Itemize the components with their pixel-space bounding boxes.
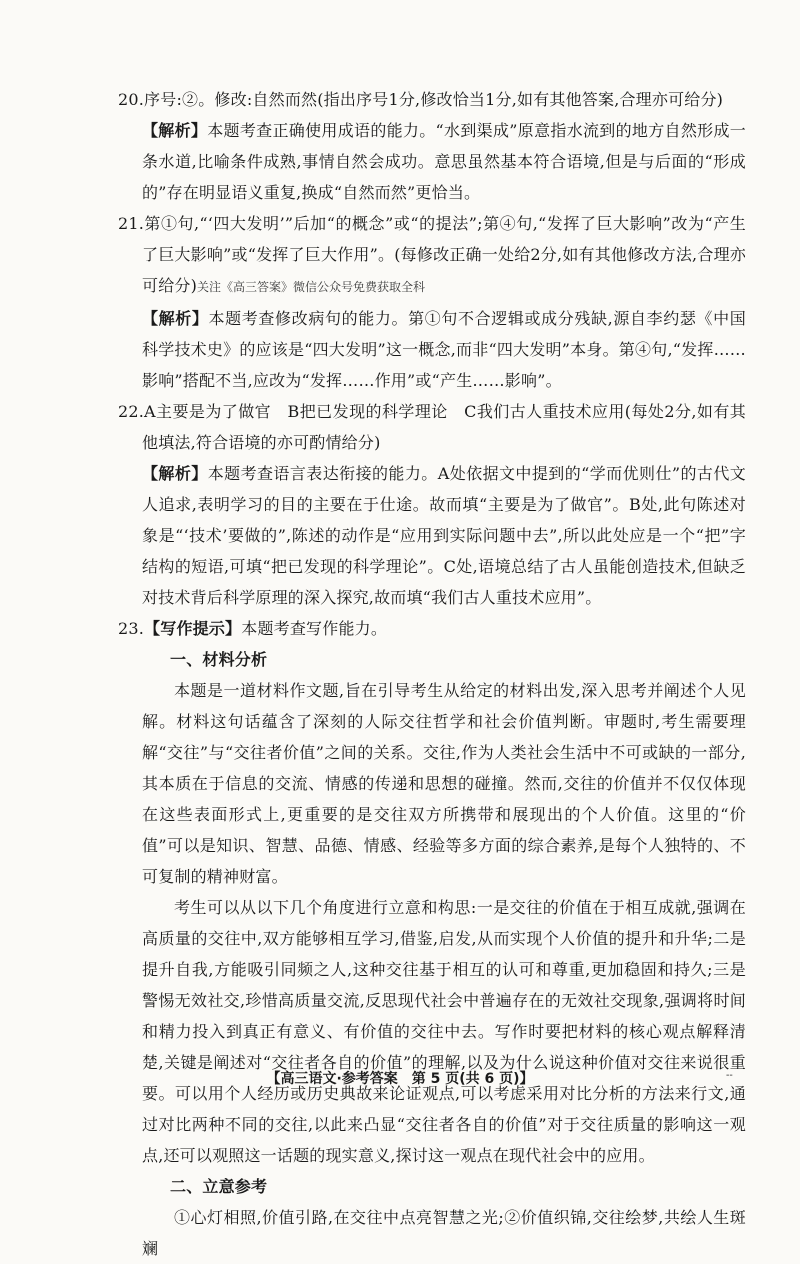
q23-heading-material-analysis: 一、材料分析 <box>170 650 268 669</box>
q21-answer-text: 21.第①句,“‘四大发明’”后加“的概念”或“的提法”;第④句,“发挥了巨大影响”改为“产生了巨大影响”或“发挥了巨大作用”。(每修改正确一处给2分,如有其他修改方法,合理亦可给分) <box>118 214 746 295</box>
q20-answer: 20.序号:②。修改:自然而然(指出序号1分,修改恰当1分,如有其他答案,合理亦可给分) <box>118 90 724 109</box>
q21-analysis-tag: 【解析】 <box>142 309 209 328</box>
q23-header <box>118 613 746 644</box>
q23-heading-theme-reference: 二、立意参考 <box>170 1177 268 1196</box>
q20-analysis-tag: 【解析】 <box>142 121 208 140</box>
q21-watermark-note: 关注《高三答案》微信公众号免费获取全科 <box>197 280 426 294</box>
page-footer: 【高三语文·参考答案 第 5 页(共 6 页)】 <box>266 1071 534 1087</box>
q23-tag: 【写作提示】 <box>144 619 242 638</box>
q23-number: 23. <box>118 619 145 638</box>
q21-analysis-text: 本题考查修改病句的能力。第①句不合逻辑或成分残缺,源自李约瑟《中国科学技术史》的应该是“四大发明”这一概念,而非“四大发明”本身。第④句,“发挥……影响”搭配不当,应改为“发挥……作用”或“产生……影响”。 <box>142 309 746 390</box>
q22-analysis <box>118 458 746 613</box>
q21-answer <box>118 208 746 303</box>
q23-intro: 本题考查写作能力。 <box>241 619 388 638</box>
q23-paragraph-1: 本题是一道材料作文题,旨在引导考生从给定的材料出发,深入思考并阐述个人见解。材料这句话蕴含了深刻的人际交往哲学和社会价值判断。审题时,考生需要理解“交往”与“交往者价值”之间的关系。交往,作为人类社会生活中不可或缺的一部分,其本质在于信息的交流、情感的传递和思想的碰撞。然而,交往的价值并不仅仅体现在这些表面形式上,更重要的是交往双方所携带和展现出的个人价值。这里的“价值”可以是知识、智慧、品德、情感、经验等多方面的综合素养,是每个人独特的、不可复制的精神财富。 <box>142 681 746 886</box>
q20-analysis-text: 本题考查正确使用成语的能力。“水到渠成”原意指水流到的地方自然形成一条水道,比喻条件成熟,事情自然会成功。意思虽然基本符合语境,但是与后面的“形成的”存在明显语义重复,换成“自然而然”更恰当。 <box>142 121 746 202</box>
q22-answer: 22.A主要是为了做官 B把已发现的科学理论 C我们古人重技术应用(每处2分,如有其他填法,符合语境的亦可酌情给分) <box>118 402 746 452</box>
q22-analysis-text: 本题考查语言表达衔接的能力。A处依据文中提到的“学而优则仕”的古代文人追求,表明学习的目的主要在于仕途。故而填“主要是为了做官”。B处,此句陈述对象是“‘技术’要做的”,陈述的动作是“应用到实际问题中去”,所以此处应是一个“把”字结构的短语,可填“把已发现的科学理论”。C处,语境总结了古人虽能创造技术,但缺乏对技术背后科学原理的深入探究,故而填“我们古人重技术应用”。 <box>142 464 746 607</box>
q23-paragraph-2: 考生可以从以下几个角度进行立意和构思:一是交往的价值在于相互成就,强调在高质量的交往中,双方能够相互学习,借鉴,启发,从而实现个人价值的提升和升华;二是提升自我,方能吸引同频之人,这种交往基于相互的认可和尊重,更加稳固和持久;三是警惕无效社交,珍惜高质量交流,反思现代社会中普遍存在的无效社交现象,强调将时间和精力投入到真正有意义、有价值的交往中去。写作时要把材料的核心观点解释清楚,关键是阐述对“交往者各自的价值”的理解,以及为什么说这种价值对交往来说很重要。可以用个人经历或历史典故来论证观点,可以考虑采用对比分析的方法来行文,通过对比两种不同的交往,以此来凸显“交往者各自的价值”对于交往质量的影响这一观点,还可以观照这一话题的现实意义,探讨这一观点在现代社会中的应用。 <box>142 898 746 1165</box>
q21-analysis <box>118 303 746 396</box>
corner-mark: -- <box>726 1070 733 1081</box>
q22-analysis-tag: 【解析】 <box>142 464 208 483</box>
q20-analysis <box>118 115 746 208</box>
q23-paragraph-3: ①心灯相照,价值引路,在交往中点亮智慧之光;②价值织锦,交往绘梦,共绘人生斑斓 <box>142 1208 746 1258</box>
